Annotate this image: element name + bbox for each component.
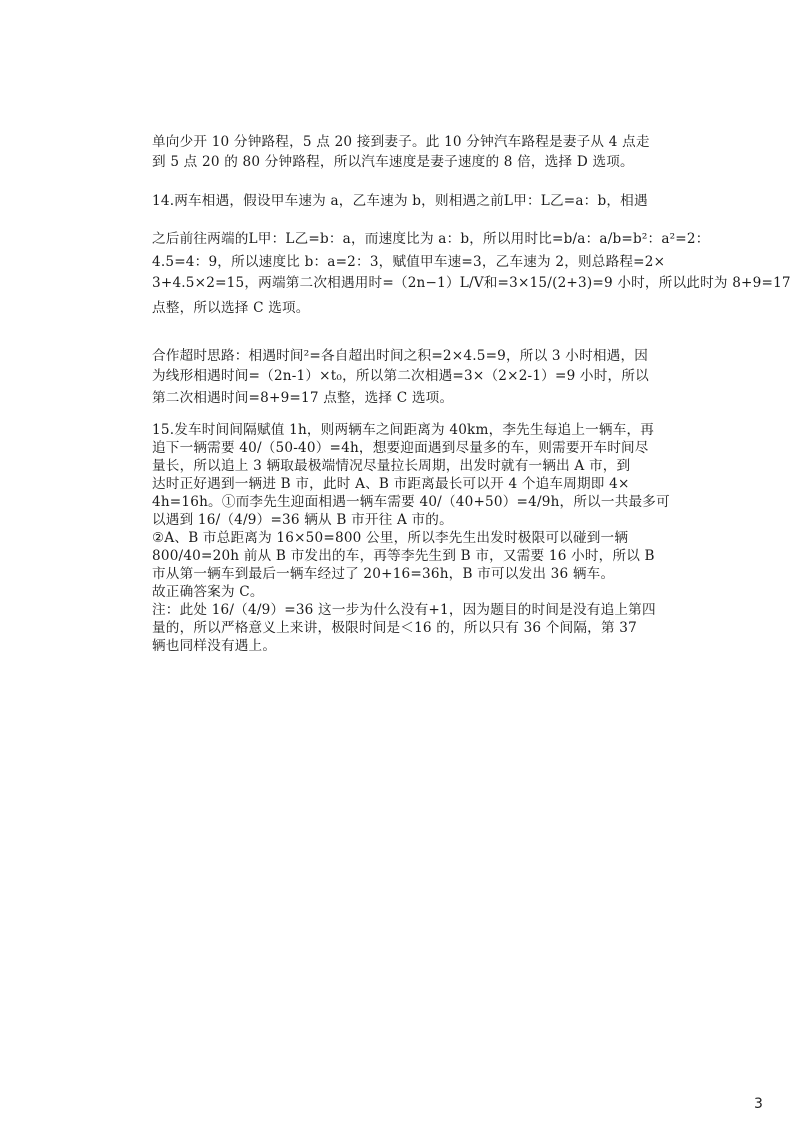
text-line: 量长，所以追上 3 辆取最极端情况尽量拉长周期，出发时就有一辆出 A 市，到 (152, 458, 631, 474)
text-line: ②A、B 市总距离为 16×50=800 公里，所以李先生出发时极限可以碰到一辆 (152, 530, 629, 546)
text-line: 之后前往两端的L甲：L乙=b：a，而速度比为 a：b，所以用时比=b/a：a/b=b²：a²=2： (152, 231, 710, 247)
text-line: 市从第一辆车到最后一辆车经过了 20+16=36h，B 市可以发出 36 辆车。 (152, 566, 615, 582)
text-line: 辆也同样没有遇上。 (152, 638, 277, 654)
text-line: 为线形相遇时间=（2n-1）×t₀，所以第二次相遇=3×（2×2-1）=9 小时，所以 (152, 368, 649, 384)
text-line: 量的，所以严格意义上来讲，极限时间是＜16 的，所以只有 36 个间隔，第 37 (152, 620, 637, 636)
text-line: 点整，所以选择 C 选项。 (152, 300, 310, 316)
text-line: 3+4.5×2=15，两端第二次相遇用时=（2n−1）L/V和=3×15/(2+3)=9 小时，所以此时为 8+9=17 (152, 275, 791, 291)
text-line: 第二次相遇时间=8+9=17 点整，选择 C 选项。 (152, 390, 454, 406)
text-line: 故正确答案为 C。 (152, 584, 264, 600)
text-line: 800/40=20h 前从 B 市发出的车，再等李先生到 B 市，又需要 16 小时，所以 B (152, 548, 655, 564)
text-line: 4h=16h。①而李先生迎面相遇一辆车需要 40/（40+50）=4/9h，所以一共最多可 (152, 494, 670, 510)
page-number: 3 (754, 1096, 763, 1112)
text-line: 追下一辆需要 40/（50-40）=4h，想要迎面遇到尽量多的车，则需要开车时间尽 (152, 440, 649, 456)
paragraph-question-15 (152, 421, 672, 655)
paragraph-question-14 (152, 192, 791, 317)
text-line: 到 5 点 20 的 80 分钟路程，所以汽车速度是妻子速度的 8 倍，选择 D 选项。 (152, 154, 634, 170)
paragraph-alternative-method (152, 347, 672, 407)
text-line: 注：此处 16/（4/9）=36 这一步为什么没有+1，因为题目的时间是没有追上第四 (152, 602, 656, 618)
text-line: 以遇到 16/（4/9）=36 辆从 B 市开往 A 市的。 (152, 512, 453, 528)
text-line: 15.发车时间间隔赋值 1h，则两辆车之间距离为 40km，李先生每追上一辆车，再 (152, 422, 655, 438)
text-line: 4.5=4：9，所以速度比 b：a=2：3，赋值甲车速=3，乙车速为 2，则总路程=2× (152, 254, 666, 270)
text-line: 达时正好遇到一辆进 B 市，此时 A、B 市距离最长可以开 4 个追车周期即 4× (152, 476, 630, 492)
text-line: 单向少开 10 分钟路程，5 点 20 接到妻子。此 10 分钟汽车路程是妻子从 4 点走 (152, 134, 650, 150)
text-line: 14.两车相遇，假设甲车速为 a，乙车速为 b，则相遇之前L甲：L乙=a：b，相遇 (152, 193, 648, 209)
text-line: 合作超时思路：相遇时间²=各自超出时间之积=2×4.5=9，所以 3 小时相遇，因 (152, 348, 649, 364)
paragraph-continued-solution (152, 131, 672, 171)
